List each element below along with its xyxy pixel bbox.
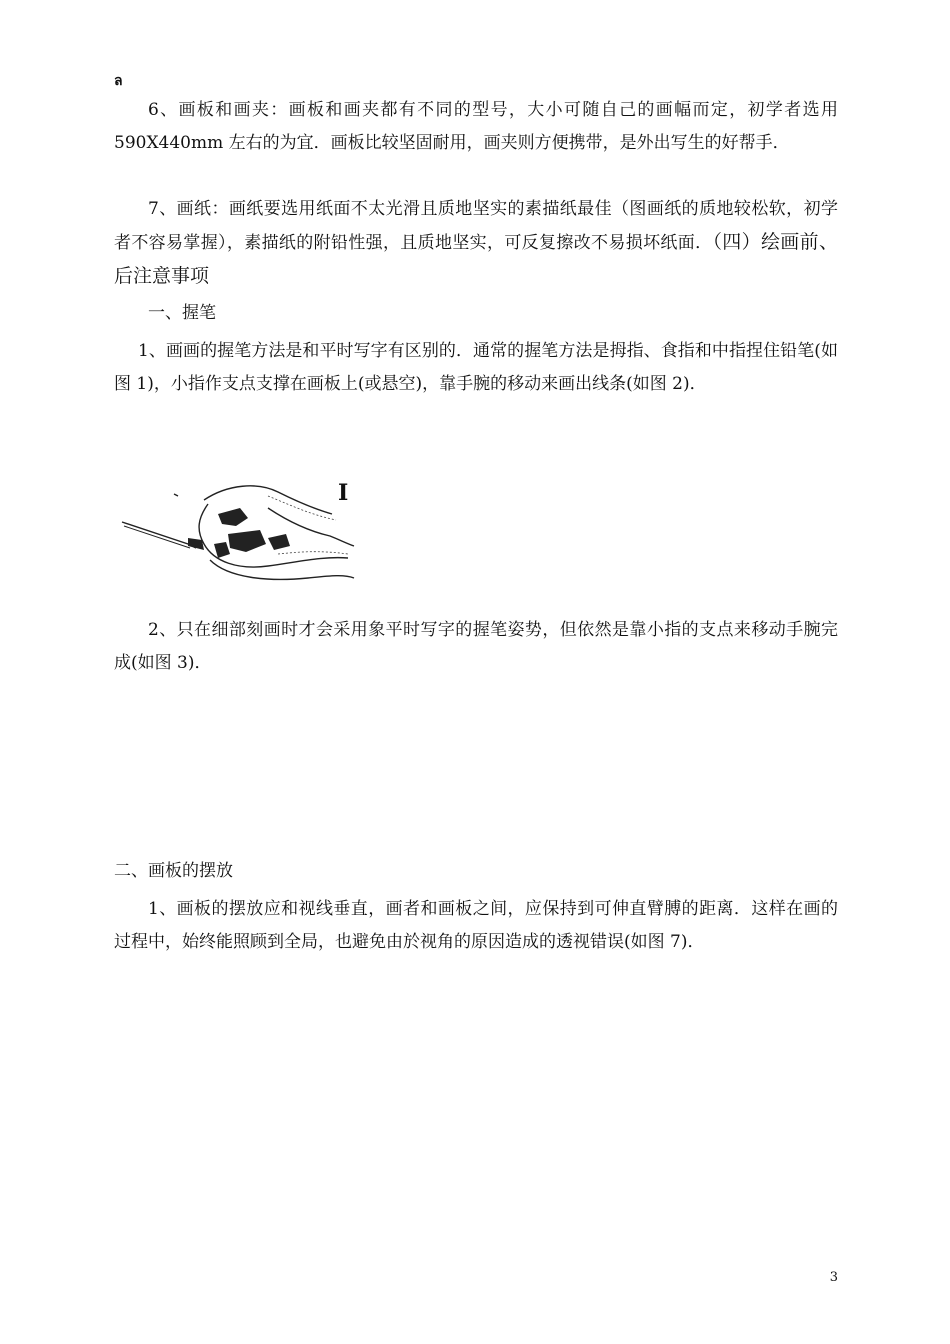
hand-back-outline [204,486,332,514]
paragraph-drawing-paper [114,193,838,294]
hand-holding-pencil-illustration [118,474,358,586]
header-mark: ล [114,73,123,89]
paragraph-drawing-board: 6、画板和画夹：画板和画夹都有不同的型号，大小可随自己的画幅而定，初学者选用 590X440mm 左右的为宜．画板比较坚固耐用，画夹则方便携带，是外出写生的好帮手． [114,100,838,153]
paragraph-drawing-paper-text: 7、画纸：画纸要选用纸面不太光滑且质地坚实的素描纸最佳（图画纸的质地较松软，初学者不容易掌握），素描纸的附铅性强，且质地坚实，可反复擦改不易损坏纸面． [114,199,838,253]
figure-label: Ⅰ [338,480,349,506]
subsection-board-title: 二、画板的摆放 [114,861,233,881]
paragraph-grip-method: 1、画画的握笔方法是和平时写字有区别的．通常的握笔方法是拇指、食指和中指捏住铅笔(如图 1)，小指作支点支撑在画板上(或悬空)，靠手腕的移动来画出线条(如图 2)． [114,341,838,394]
section-four-title: （四）绘画前、后注意事项 [114,231,838,287]
pencil-line [122,522,196,548]
page-number: 3 [829,1270,838,1285]
finger-shading [218,508,248,526]
paragraph-board-placement: 1、画板的摆放应和视线垂直，画者和画板之间，应保持到可伸直臂膊的距离．这样在画的过程中，始终能照顾到全局，也避免由於视角的原因造成的透视错误(如图 7)． [114,899,838,952]
paragraph-detail-grip: 2、只在细部刻画时才会采用象平时写字的握笔姿势，但依然是靠小指的支点来移动手腕完成(如图 3)． [114,620,838,673]
subsection-grip-title: 一、握笔 [148,303,216,323]
